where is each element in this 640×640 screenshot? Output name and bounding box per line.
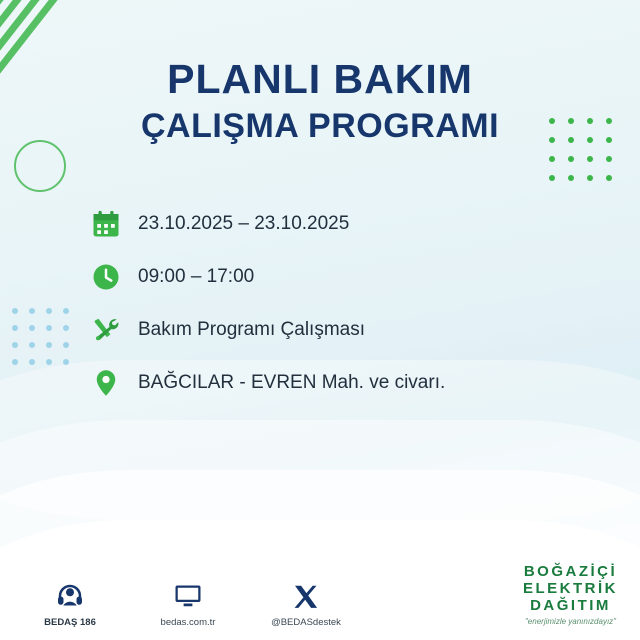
x-logo-icon <box>264 577 348 611</box>
footer-item-website-label: bedas.com.tr <box>160 617 216 628</box>
brand-line-3: DAĞITIM <box>530 597 611 614</box>
brand-line-2: ELEKTRİK <box>523 580 618 597</box>
title-line-2: ÇALIŞMA PROGRAMI <box>140 107 500 145</box>
brand-logo <box>523 563 618 626</box>
info-row-location-text: BAĞCILAR - EVREN Mah. ve civarı. <box>138 372 446 393</box>
location-pin-icon <box>86 368 126 398</box>
clock-icon <box>86 262 126 292</box>
info-row-date-text: 23.10.2025 – 23.10.2025 <box>138 213 350 234</box>
brand-line-1: BOĞAZİÇİ <box>523 563 618 580</box>
headset-icon <box>28 577 112 611</box>
circle-outline-decoration <box>14 140 66 192</box>
footer-item-x-account[interactable] <box>264 577 348 628</box>
info-row-date <box>86 200 586 248</box>
page-title <box>0 56 640 146</box>
info-row-time <box>86 253 586 301</box>
calendar-icon <box>86 209 126 239</box>
dot-grid-left-decoration <box>12 308 69 365</box>
info-row-work-text: Bakım Programı Çalışması <box>138 319 365 340</box>
info-row-work <box>86 306 586 354</box>
info-row-time-text: 09:00 – 17:00 <box>138 266 255 287</box>
brand-slogan: "enerjimizle yanınızdayız" <box>524 617 617 626</box>
footer-item-x-account-label: @BEDASdestek <box>271 617 341 628</box>
footer-item-website[interactable] <box>146 577 230 628</box>
info-row-location <box>86 359 586 407</box>
tools-icon <box>86 315 126 345</box>
info-list <box>86 200 586 412</box>
footer-item-call-center[interactable] <box>28 577 112 628</box>
footer-item-call-center-label: BEDAŞ 186 <box>44 617 96 628</box>
footer-contact-list <box>28 577 348 628</box>
title-line-1: PLANLI BAKIM <box>167 56 473 102</box>
monitor-icon <box>146 577 230 611</box>
footer-bar <box>0 548 640 640</box>
